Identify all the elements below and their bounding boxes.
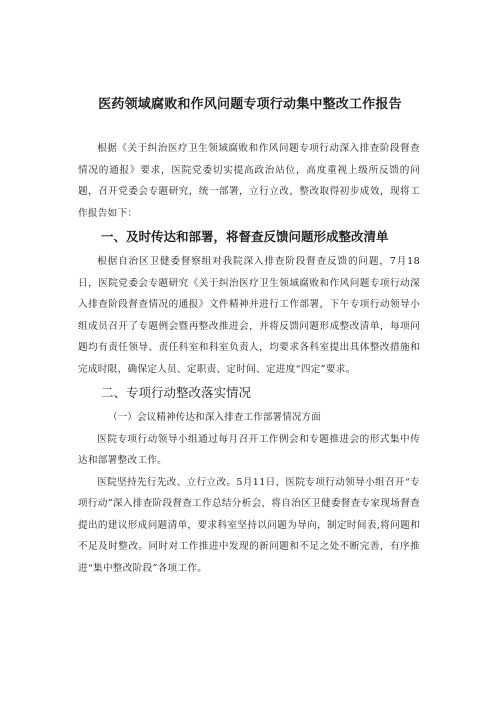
section-1-heading: 一、及时传达和部署，将督查反馈问题形成整改清单 [101,229,389,244]
subsection-1-heading: （一）会议精神传达和深入排查工作部署情况方面 [108,412,321,423]
document-body [78,138,420,579]
section-2-paragraph-1: 医院专项行动领导小组通过每月召开工作例会和专题推进会的形式集中传达和部署整改工作。 [78,433,420,466]
intro-paragraph: 根据《关于纠治医疗卫生领域腐败和作风问题专项行动深入排查阶段督查情况的通报》要求，医院党委切实提高政治站位，高度重视上级所反馈的问题，召开党委会专题研究，统一部署，立行立改，整改取得初步成效，现将工作报告如下： [78,143,420,219]
section-2-paragraph-2: 医院坚持先行先改、立行立改。5月11日，医院专项行动领导小组召开“专项行动”深入排查阶段督查工作总结分析会，将自治区卫健委督查专家现场督查提出的建议形成问题清单，要求科室坚持以问题为导向，制定时间表,将问题和不足及时整改。同时对工作推进中发现的新问题和不足之处不断完善，有序推进“集中整改阶段”各项工作。 [78,476,420,574]
section-2-heading: 二、专项行动整改落实情况 [101,385,252,400]
section-1-paragraph: 根据自治区卫健委督察组对我院深入排查阶段督查反馈的问题，7月18日，医院党委会专题研究《关于纠治医疗卫生领域腐败和作风问题专项行动深入排查阶段督查情况的通报》文件精神并进行工作部署，下午专项行动领导小组成员召开了专题例会暨再整改推进会，并将反馈问题形成整改清单，每项问题均有责任领导、责任科室和科室负责人，均要求各科室提出具体整改措施和完成时限，确保定人员、定职责、定时间、定进度“四定”要求。 [78,256,420,375]
document-title: 医药领域腐败和作风问题专项行动集中整改工作报告 [98,97,402,112]
